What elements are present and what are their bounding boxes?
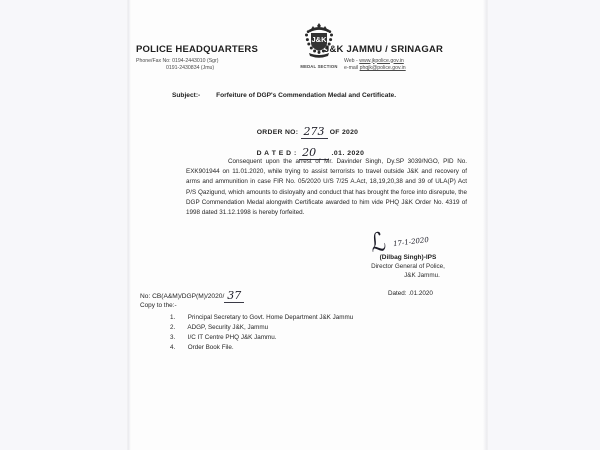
list-item — [170, 343, 470, 353]
dated-day-handwritten: 20 — [299, 146, 329, 160]
dated-label: D A T E D : — [256, 150, 297, 157]
jk-jammu-srinagar-title: J&K JAMMU / SRINAGAR — [324, 44, 444, 55]
phone-line-srinagar — [136, 58, 286, 64]
list-item-text: Order Book File. — [187, 344, 234, 351]
order-body-paragraph — [186, 157, 467, 218]
order-number-line — [128, 124, 487, 137]
copy-to-list — [170, 313, 470, 353]
list-item — [170, 333, 470, 343]
order-year: OF 2020 — [329, 129, 359, 136]
list-item — [170, 313, 470, 323]
letterhead-right — [324, 44, 484, 71]
reference-dated — [388, 290, 433, 297]
list-item-number: 3. — [170, 334, 176, 341]
reference-number — [140, 288, 244, 301]
list-item-text: ADGP, Security J&K, Jammu — [187, 324, 269, 331]
list-item — [170, 323, 470, 333]
signature-block — [333, 227, 483, 279]
phone-line-jammu: 0191-2430834 (Jmu) — [166, 65, 215, 71]
web-label: Web - — [344, 57, 358, 64]
signatory-designation: Director General of Police, — [371, 263, 445, 270]
list-item-text: I/C IT Centre PHQ J&K Jammu. — [187, 334, 277, 341]
signatory-place: J&K Jammu. — [404, 272, 440, 279]
copy-to-label: Copy to the:- — [140, 302, 177, 309]
letterhead — [128, 22, 487, 72]
order-label: ORDER NO: — [256, 129, 299, 136]
signatory-name: (Dilbag Singh)-IPS — [379, 254, 437, 261]
phone-label: Phone/Fax No: — [136, 57, 171, 64]
email-label: e-mail — [344, 65, 359, 71]
subject-row — [172, 92, 396, 99]
email-line — [344, 65, 484, 71]
order-block — [128, 124, 487, 159]
signature-scribble-icon: ℒ — [368, 227, 388, 259]
medal-section-label: MEDAL SECTION — [300, 64, 338, 69]
reference-number-label: No: CB(A&M)/DGP(M)/2020/ — [140, 293, 225, 300]
list-item-number: 4. — [170, 344, 176, 351]
subject-label: Subject:- — [172, 92, 201, 99]
reference-number-handwritten: 37 — [224, 289, 244, 303]
reference-dated-value: .01.2020 — [408, 290, 433, 297]
dated-rest: .01. 2020 — [331, 150, 365, 157]
website-url[interactable]: www.jkpolice.gov.in — [359, 57, 404, 64]
list-item-text: Principal Secretary to Govt. Home Department J&K Jammu — [187, 314, 354, 321]
reference-dated-label: Dated: — [388, 290, 407, 297]
order-number-handwritten: 273 — [301, 125, 328, 139]
paragraph-text: Consequent upon the arrest of Mr. Davinder Singh, Dy.SP 3039/NGO, PID No. EXK901944 on 11.01.2020, while trying to assist terrorists to travel outside J&K and recovery of arms and ammunition in case FIR No. 05/2020 U/S 7/25 A.Act, 18,19,20,38 and 39 of ULA(P) Act P/S Qazigund, which amounts to disloyalty and conduct that has brought the force into disrepute, the DGP Commendation Medal alongwith Certificate awarded to him vide PHQ J&K Order No. 4319 of 1998 dated 31.12.1998 is hereby forfeited. — [186, 158, 467, 217]
police-headquarters-title: POLICE HEADQUARTERS — [136, 44, 259, 55]
document-page — [128, 0, 487, 450]
list-item-number: 2. — [170, 324, 176, 331]
signature-handwritten-date: 17-1-2020 — [392, 235, 430, 249]
subject-text: Forfeiture of DGP's Commendation Medal and Certificate. — [216, 92, 397, 99]
list-item-number: 1. — [170, 314, 176, 321]
email-address[interactable]: phqjk@police.gov.in — [359, 65, 406, 71]
phone-srinagar: 0194-2443010 (Sgr) — [172, 57, 219, 64]
letterhead-left — [136, 44, 286, 71]
website-line — [344, 58, 484, 64]
emblem-text: J&K — [311, 35, 327, 44]
